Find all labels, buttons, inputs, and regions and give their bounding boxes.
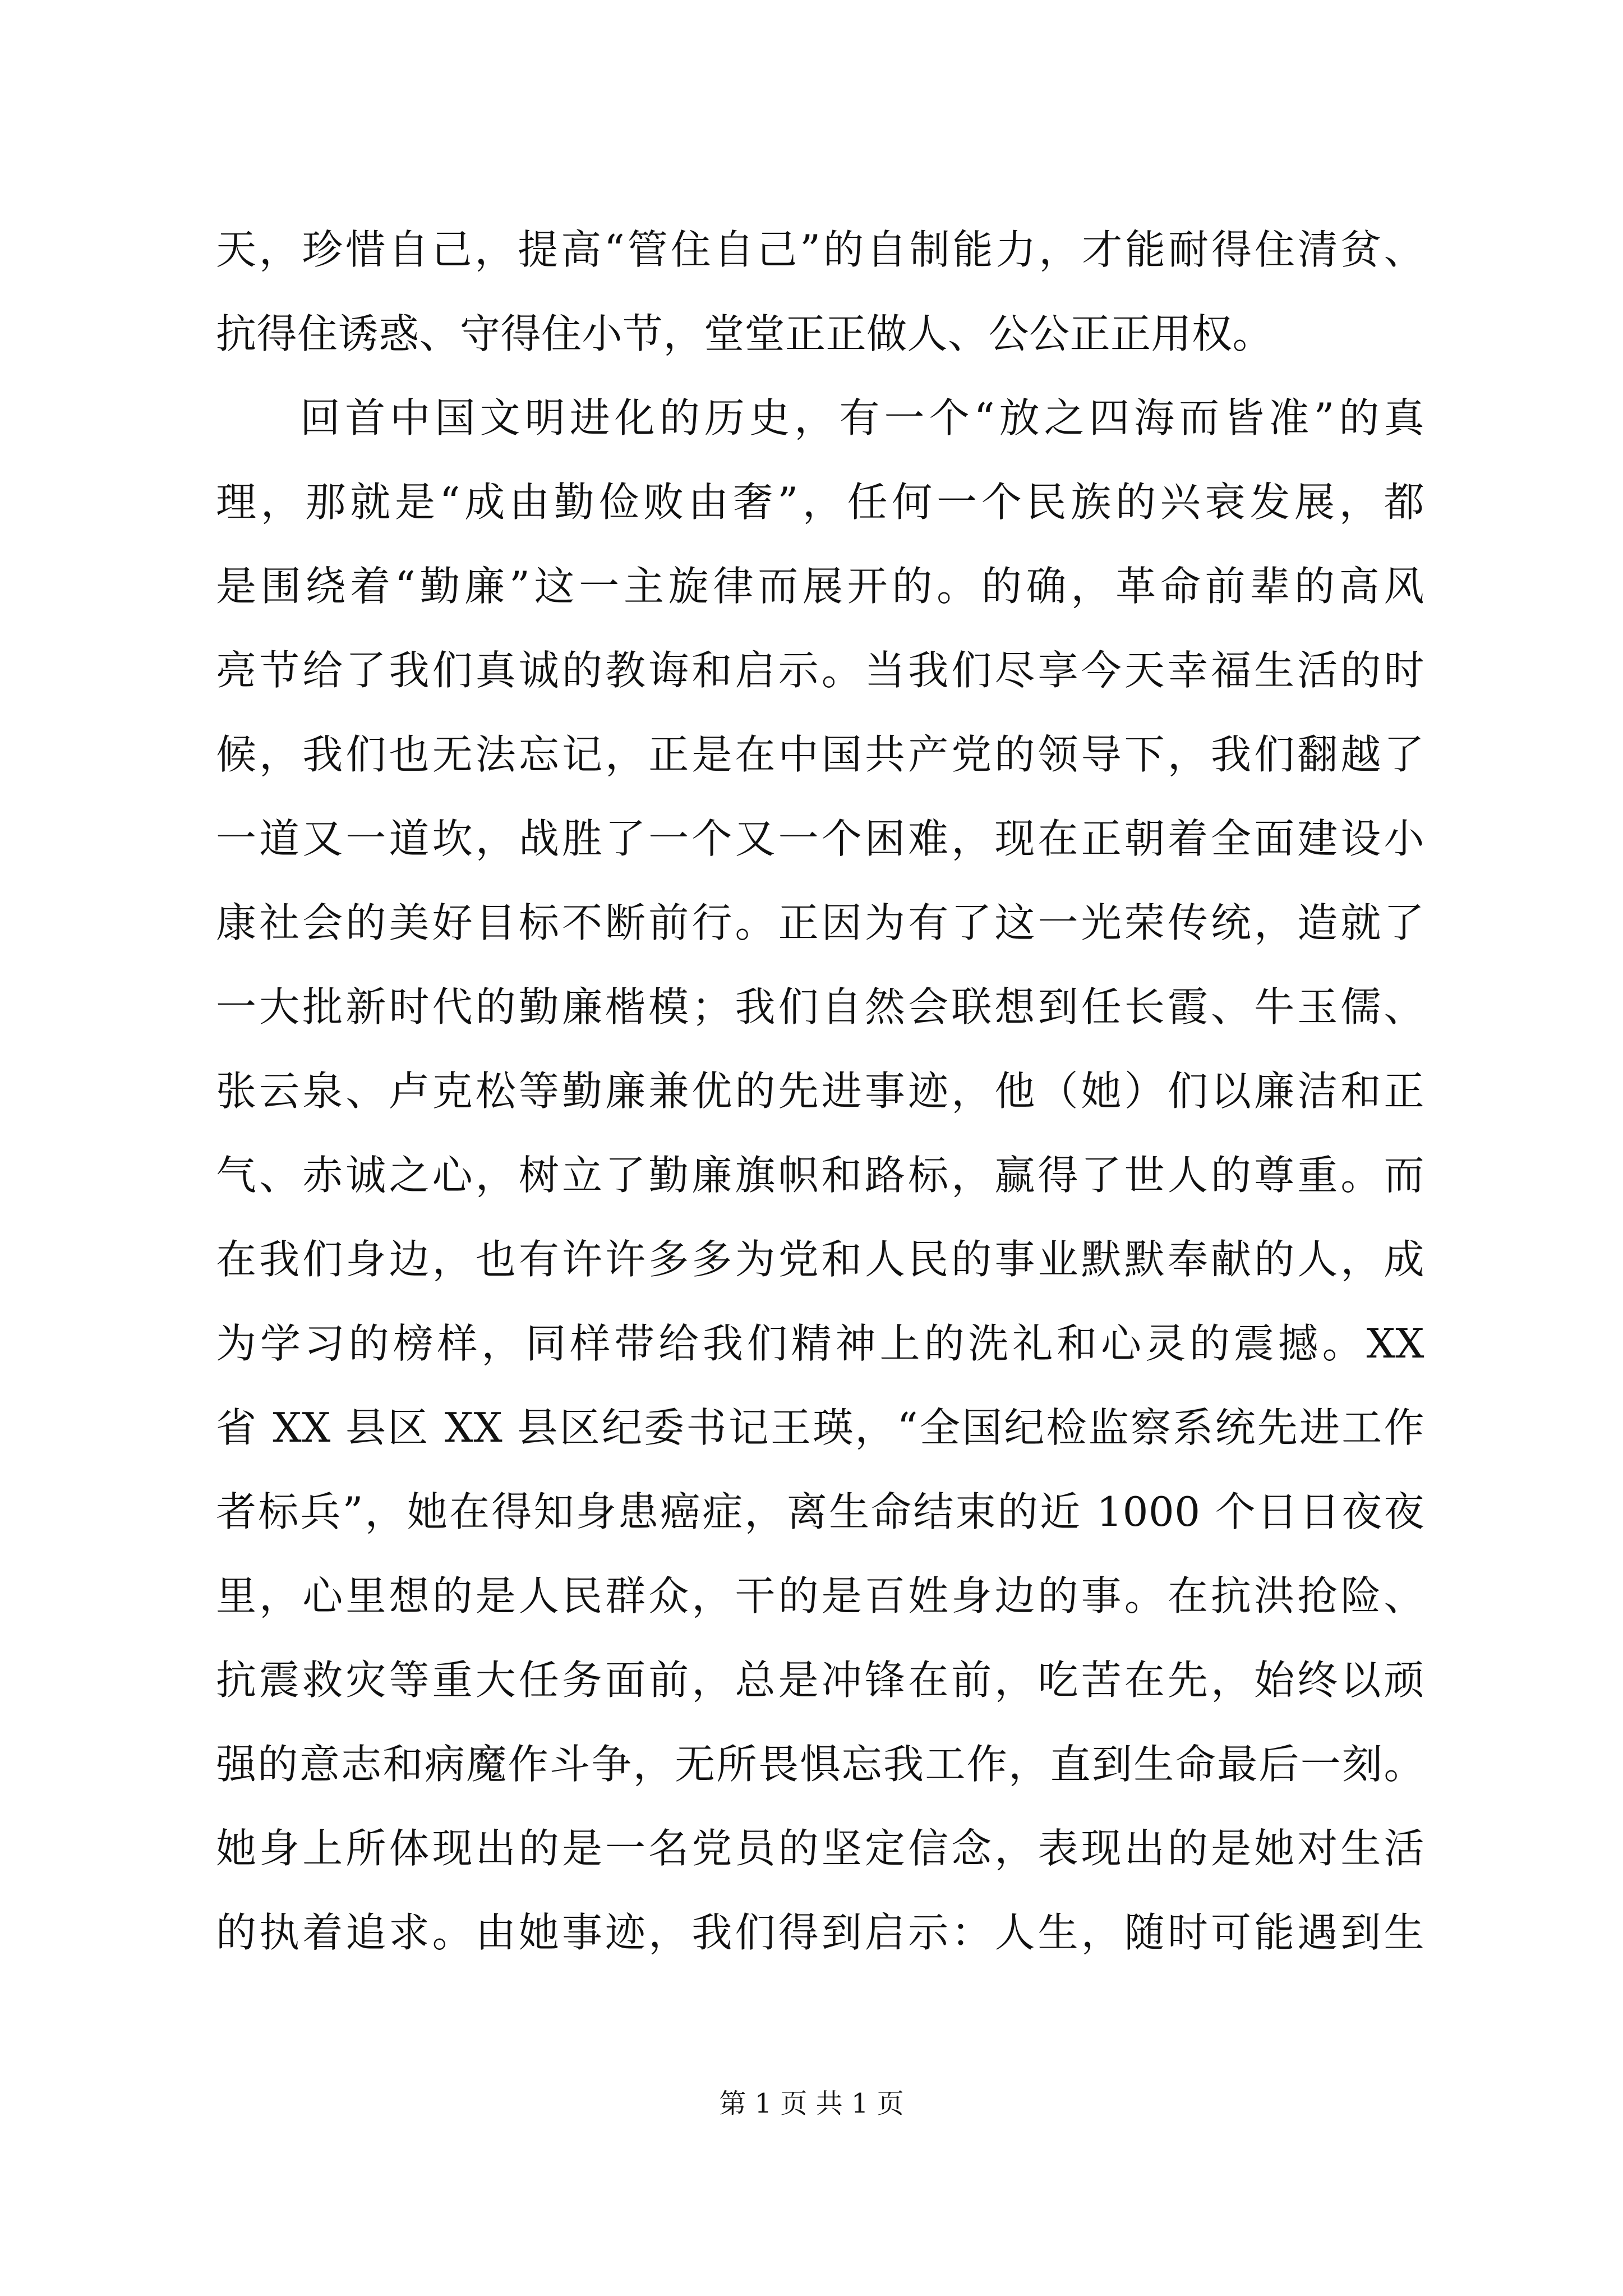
text-line: 天，珍惜自己，提高“管住自己”的自制能力，才能耐得住清贫、 [216,226,1424,273]
text-line: 一道又一道坎，战胜了一个又一个困难，现在正朝着全面建设小 [216,815,1424,862]
text-line: 在我们身边，也有许许多多为党和人民的事业默默奉献的人，成 [216,1236,1424,1283]
body-text [216,208,1424,1975]
text-line: 者标兵”，她在得知身患癌症，离生命结束的近 1000 个日日夜夜 [216,1488,1424,1535]
page-number-label: 第 1 页 共 1 页 [719,2088,904,2119]
text-line: 为学习的榜样，同样带给我们精神上的洗礼和心灵的震撼。XX [216,1320,1424,1367]
text-line: 省 XX 县区 XX 县区纪委书记王瑛，“全国纪检监察系统先进工作 [216,1404,1424,1451]
text-line: 的执着追求。由她事迹，我们得到启示：人生，随时可能遇到生 [216,1909,1424,1956]
page-footer [0,2087,1623,2120]
text-line: 抗得住诱惑、守得住小节，堂堂正正做人、公公正正用权。 [216,310,1274,357]
text-line: 候，我们也无法忘记，正是在中国共产党的领导下，我们翻越了 [216,731,1424,778]
text-line: 是围绕着“勤廉”这一主旋律而展开的。的确，革命前辈的高风 [216,563,1424,610]
text-line: 她身上所体现出的是一名党员的坚定信念，表现出的是她对生活 [216,1825,1424,1872]
text-line: 一大批新时代的勤廉楷模；我们自然会联想到任长霞、牛玉儒、 [216,983,1424,1030]
text-line: 抗震救灾等重大任务面前，总是冲锋在前，吃苦在先，始终以顽 [216,1657,1424,1704]
text-line: 康社会的美好目标不断前行。正因为有了这一光荣传统，造就了 [216,899,1424,946]
text-line: 气、赤诚之心，树立了勤廉旗帜和路标，赢得了世人的尊重。而 [216,1152,1424,1199]
text-line: 里，心里想的是人民群众，干的是百姓身边的事。在抗洪抢险、 [216,1572,1424,1619]
text-line: 亮节给了我们真诚的教诲和启示。当我们尽享今天幸福生活的时 [216,647,1424,694]
text-line: 回首中国文明进化的历史，有一个“放之四海而皆准”的真 [300,394,1424,441]
text-line: 理，那就是“成由勤俭败由奢”，任何一个民族的兴衰发展，都 [216,478,1424,526]
text-line: 张云泉、卢克松等勤廉兼优的先进事迹，他（她）们以廉洁和正 [216,1068,1424,1115]
text-line: 强的意志和病魔作斗争，无所畏惧忘我工作，直到生命最后一刻。 [216,1741,1424,1788]
